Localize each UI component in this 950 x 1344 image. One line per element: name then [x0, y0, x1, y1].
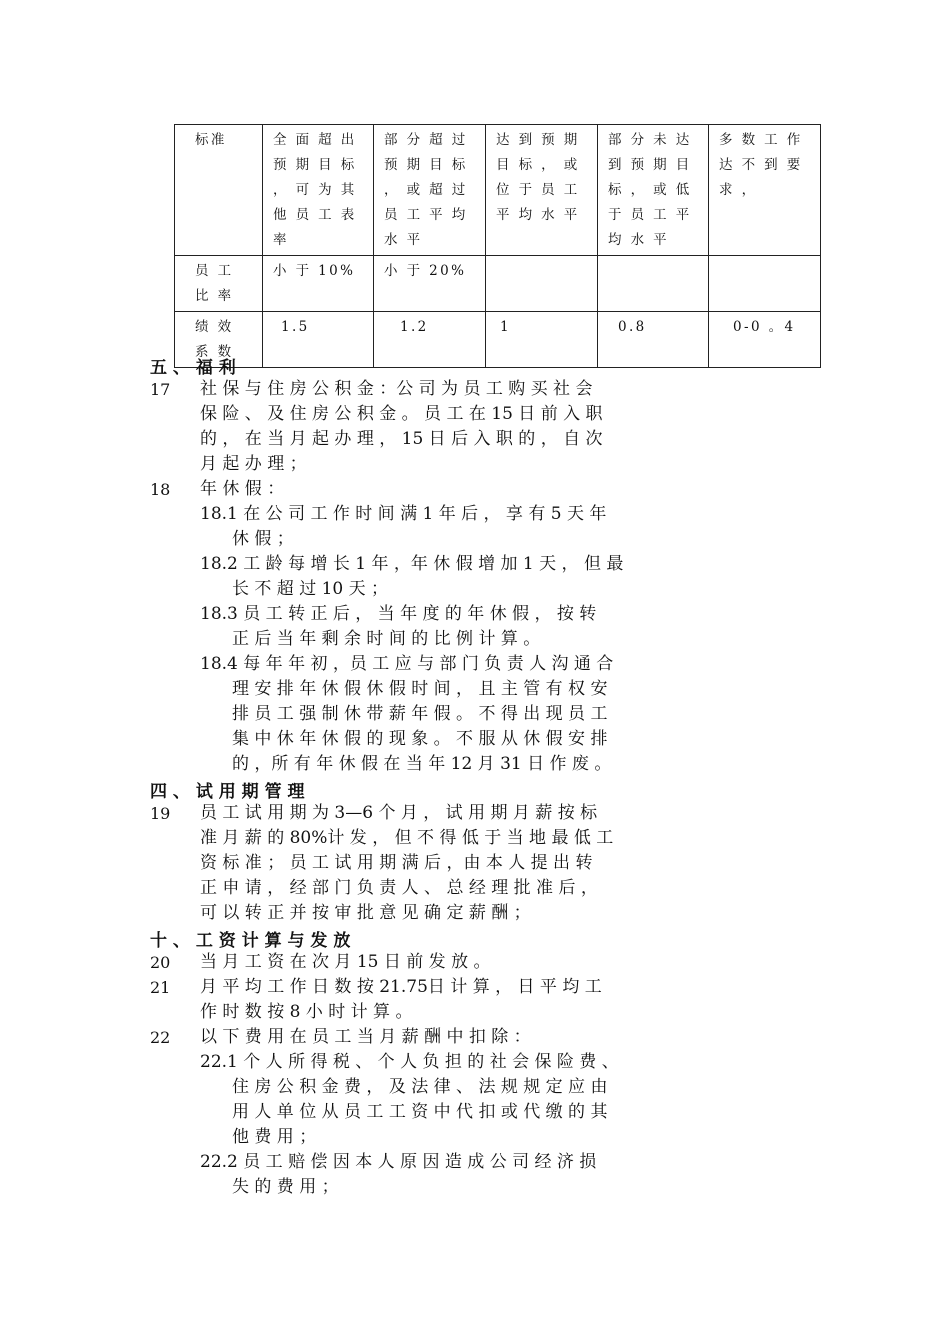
- item-number: 22: [150, 1028, 171, 1047]
- table-cell: 达 到 预 期 目 标 ， 或 位 于 员 工 平 均 水 平: [486, 125, 598, 256]
- text-line: 住 房 公 积 金 费 ， 及 法 律 、 法 规 规 定 应 由: [232, 1077, 608, 1097]
- text-line: 资 标 准 ； 员 工 试 用 期 满 后 ，由 本 人 提 出 转: [200, 853, 593, 873]
- table-cell: 多 数 工 作 达 不 到 要 求 ，: [709, 125, 821, 256]
- text-line: 22.1 个 人 所 得 税 、 个 人 负 担 的 社 会 保 险 费 、: [200, 1052, 619, 1072]
- text-line: 休 假 ；: [232, 529, 294, 549]
- text-line: 社 保 与 住 房 公 积 金 ：公 司 为 员 工 购 买 社 会: [200, 379, 593, 399]
- text-line: 当 月 工 资 在 次 月 15 日 前 发 放 。: [200, 952, 491, 972]
- text-line: 员 工 试 用 期 为 3—6 个 月 ， 试 用 期 月 薪 按 标: [200, 803, 598, 823]
- text-line: 正 后 当 年 剩 余 时 间 的 比 例 计 算 。: [232, 629, 541, 649]
- text-line: 月 起 办 理 ；: [200, 454, 307, 474]
- text-line: 18.3 员 工 转 正 后 ， 当 年 度 的 年 休 假 ， 按 转: [200, 604, 597, 624]
- table-row-coefficient: [175, 312, 821, 368]
- table-cell: 1.5: [263, 312, 374, 368]
- text-line: 准 月 薪 的 80%计 发 ， 但 不 得 低 于 当 地 最 低 工: [200, 828, 614, 848]
- text-line: 排 员 工 强 制 休 带 薪 年 假 。 不 得 出 现 员 工: [232, 704, 608, 724]
- table-cell: [709, 256, 821, 312]
- section-heading: 十 、 工 资 计 算 与 发 放: [150, 931, 351, 951]
- table-cell: [598, 256, 709, 312]
- text-line: 22.2 员 工 赔 偿 因 本 人 原 因 造 成 公 司 经 济 损: [200, 1152, 597, 1172]
- table-cell: 小 于 10%: [263, 256, 374, 312]
- section-heading: 四 、 试 用 期 管 理: [150, 782, 305, 802]
- text-line: 18.2 工 龄 每 增 长 1 年 ，年 休 假 增 加 1 天 ， 但 最: [200, 554, 624, 574]
- table-cell: 部 分 未 达 到 预 期 目 标 ， 或 低 于 员 工 平 均 水 平: [598, 125, 709, 256]
- text-line: 的 ，所 有 年 休 假 在 当 年 12 月 31 日 作 废 。: [232, 754, 612, 774]
- table-cell: 小 于 20%: [374, 256, 486, 312]
- text-line: 的 ， 在 当 月 起 办 理 ， 15 日 后 入 职 的 ， 自 次: [200, 429, 603, 449]
- text-line: 作 时 数 按 8 小 时 计 算 。: [200, 1002, 413, 1022]
- table-cell: 1: [486, 312, 598, 368]
- row-label: 绩 效 系 数: [175, 312, 263, 368]
- table-cell: 1.2: [374, 312, 486, 368]
- item-number: 20: [150, 953, 171, 972]
- text-line: 年 休 假 ：: [200, 479, 285, 499]
- table-cell: 0-0 。4: [709, 312, 821, 368]
- text-line: 正 申 请 ， 经 部 门 负 责 人 、 总 经 理 批 准 后 ，: [200, 878, 598, 898]
- text-line: 18.1 在 公 司 工 作 时 间 满 1 年 后 ， 享 有 5 天 年: [200, 504, 607, 524]
- text-line: 理 安 排 年 休 假 休 假 时 间 ， 且 主 管 有 权 安: [232, 679, 608, 699]
- text-line: 他 费 用 ；: [232, 1127, 317, 1147]
- table-cell: 部 分 超 过 预 期 目 标 ， 或 超 过 员 工 平 均 水 平: [374, 125, 486, 256]
- text-line: 保 险 、 及 住 房 公 积 金 。 员 工 在 15 日 前 入 职: [200, 404, 603, 424]
- table-cell: 0.8: [598, 312, 709, 368]
- table-cell: 全 面 超 出 预 期 目 标 ， 可 为 其 他 员 工 表 率: [263, 125, 374, 256]
- table-row-standard: [175, 125, 821, 256]
- table-cell: [486, 256, 598, 312]
- text-line: 以 下 费 用 在 员 工 当 月 薪 酬 中 扣 除 ：: [200, 1027, 531, 1047]
- item-number: 17: [150, 380, 171, 399]
- item-number: 21: [150, 978, 171, 997]
- text-line: 月 平 均 工 作 日 数 按 21.75日 计 算 ， 日 平 均 工: [200, 977, 602, 997]
- section-heading: 五 、 福 利: [150, 358, 236, 378]
- text-line: 可 以 转 正 并 按 审 批 意 见 确 定 薪 酬 ；: [200, 903, 531, 923]
- row-label: 标准: [175, 125, 263, 256]
- text-line: 用 人 单 位 从 员 工 工 资 中 代 扣 或 代 缴 的 其: [232, 1102, 608, 1122]
- text-line: 集 中 休 年 休 假 的 现 象 。 不 服 从 休 假 安 排: [232, 729, 608, 749]
- row-label: 员 工 比 率: [175, 256, 263, 312]
- text-line: 18.4 每 年 年 初 ，员 工 应 与 部 门 负 责 人 沟 通 合: [200, 654, 614, 674]
- text-line: 长 不 超 过 10 天 ；: [232, 579, 389, 599]
- performance-table: [174, 124, 821, 368]
- table-row-ratio: [175, 256, 821, 312]
- item-number: 18: [150, 480, 171, 499]
- text-line: 失 的 费 用 ；: [232, 1177, 339, 1197]
- item-number: 19: [150, 804, 171, 823]
